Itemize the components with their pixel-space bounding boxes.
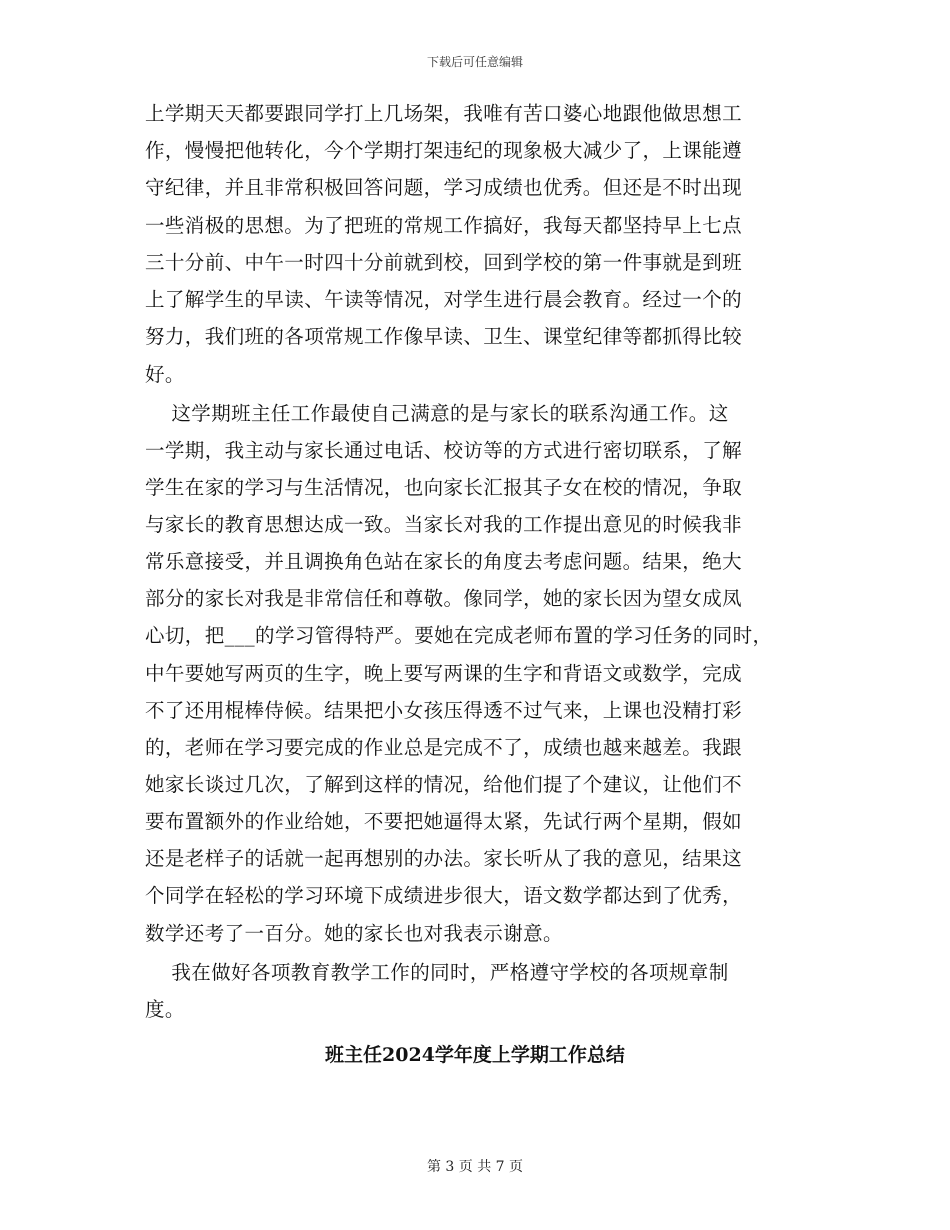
text-line: 我在做好各项教育教学工作的同时，严格遵守学校的各项规章制 bbox=[145, 961, 729, 984]
text-line: 中午要她写两页的生字，晚上要写两课的生字和背语文或数学，完成 bbox=[145, 662, 743, 685]
text-line: 好。 bbox=[145, 363, 185, 386]
text-line: 心切，把___的学习管得特严。要她在完成老师布置的学习任务的同时， bbox=[145, 624, 773, 647]
text-line: 常乐意接受，并且调换角色站在家长的角度去考虑问题。结果，绝大 bbox=[145, 550, 743, 573]
text-line: 部分的家长对我是非常信任和尊敬。像同学，她的家长因为望女成凤 bbox=[145, 587, 743, 610]
text-line: 还是老样子的话就一起再想别的办法。家长听从了我的意见，结果这 bbox=[145, 847, 743, 870]
text-line: 上了解学生的早读、午读等情况，对学生进行晨会教育。经过一个的 bbox=[145, 288, 743, 311]
text-line: 数学还考了一百分。她的家长也对我表示谢意。 bbox=[145, 922, 563, 945]
text-line: 一些消极的思想。为了把班的常规工作搞好，我每天都坚持早上七点 bbox=[145, 214, 743, 237]
text-line: 一学期，我主动与家长通过电话、校访等的方式进行密切联系，了解 bbox=[145, 439, 743, 462]
text-line: 努力，我们班的各项常规工作像早读、卫生、课堂纪律等都抓得比较 bbox=[145, 325, 743, 348]
text-line: 这学期班主任工作最使自己满意的是与家长的联系沟通工作。这 bbox=[145, 402, 729, 425]
text-line: 度。 bbox=[145, 998, 185, 1021]
text-line: 与家长的教育思想达成一致。当家长对我的工作提出意见的时候我非 bbox=[145, 513, 743, 536]
text-line: 三十分前、中午一时四十分前就到校，回到学校的第一件事就是到班 bbox=[145, 251, 743, 274]
text-line: 守纪律，并且非常积极回答问题，学习成绩也优秀。但还是不时出现 bbox=[145, 176, 743, 199]
text-line: 要布置额外的作业给她，不要把她逼得太紧，先试行两个星期，假如 bbox=[145, 810, 743, 833]
page-header-note: 下载后可任意编辑 bbox=[426, 55, 523, 69]
text-line: 她家长谈过几次，了解到这样的情况，给他们提了个建议，让他们不 bbox=[145, 773, 743, 796]
text-line: 的，老师在学习要完成的作业总是完成不了，成绩也越来越差。我跟 bbox=[145, 736, 743, 759]
document-title: 班主任2024学年度上学期工作总结 bbox=[325, 1044, 625, 1066]
text-line: 个同学在轻松的学习环境下成绩进步很大，语文数学都达到了优秀， bbox=[145, 884, 743, 907]
text-line: 上学期天天都要跟同学打上几场架，我唯有苦口婆心地跟他做思想工 bbox=[145, 102, 743, 125]
page-number: 第 3 页 共 7 页 bbox=[426, 1159, 524, 1175]
text-line: 作，慢慢把他转化，今个学期打架违纪的现象极大减少了，上课能遵 bbox=[145, 139, 743, 162]
text-line: 学生在家的学习与生活情况，也向家长汇报其子女在校的情况，争取 bbox=[145, 476, 743, 499]
text-line: 不了还用棍棒侍候。结果把小女孩压得透不过气来，上课也没精打彩 bbox=[145, 699, 743, 722]
